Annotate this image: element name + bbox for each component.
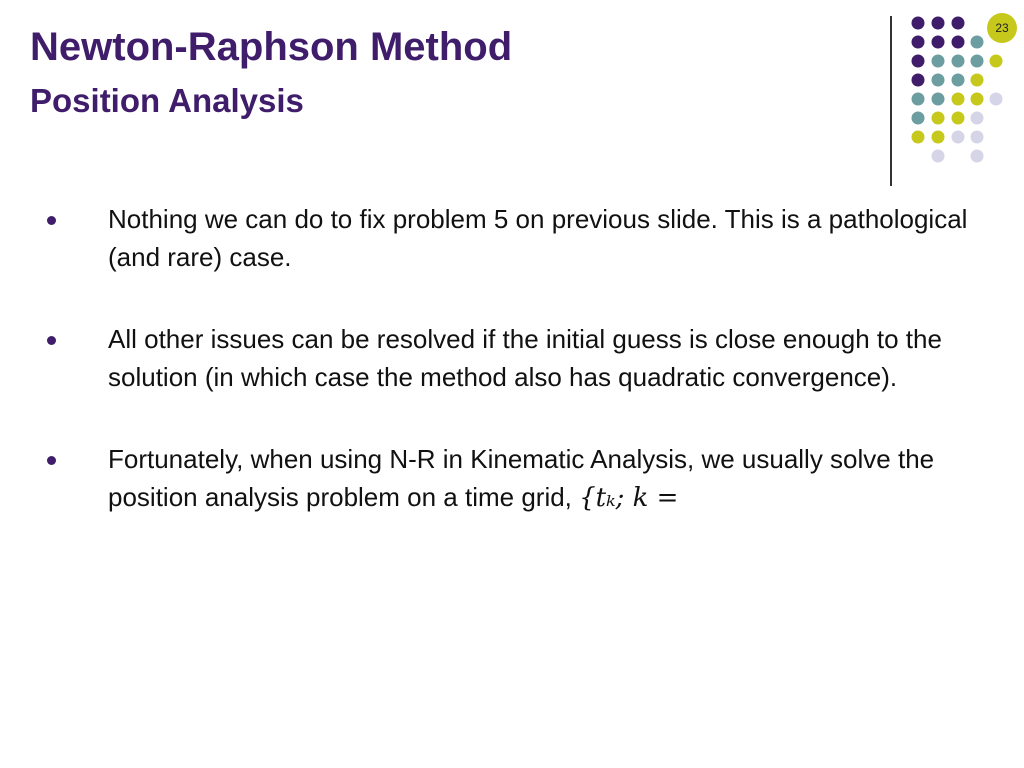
bullet-text: All other issues can be resolved if the initial guess is close enough to the solution (in which case the method also has quadratic convergence). xyxy=(108,324,942,392)
divider-line xyxy=(890,16,892,186)
bullet-item xyxy=(44,200,984,276)
math-expression: {tₖ; k = xyxy=(579,483,679,513)
page-number-badge: 23 xyxy=(987,13,1017,43)
bullet-item xyxy=(44,320,984,396)
bullet-dot-icon xyxy=(47,456,56,465)
bullet-text: Fortunately, when using N-R in Kinematic Analysis, we usually solve the position analysis problem on a time grid, xyxy=(108,444,935,512)
slide-subtitle: Position Analysis xyxy=(30,82,304,119)
bullet-dot-icon xyxy=(47,336,56,345)
bullet-list xyxy=(44,200,984,561)
bullet-dot-icon xyxy=(47,216,56,225)
bullet-item xyxy=(44,440,984,517)
bullet-text: Nothing we can do to fix problem 5 on previous slide. This is a pathological (and rare) case. xyxy=(108,204,968,272)
slide-title: Newton-Raphson Method xyxy=(30,25,513,69)
